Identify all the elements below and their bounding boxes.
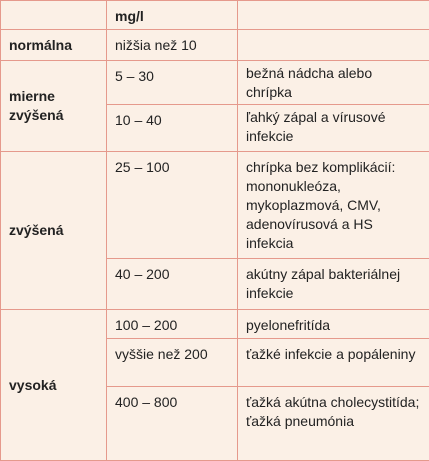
range-cell: 25 – 100 [107,152,238,259]
level-cell: mierne zvýšená [1,61,107,152]
header-cell-level [1,1,107,30]
note-cell: chrípka bez komplikácií: mononukleóza, mykoplazmová, CMV, adenovírusová a HS infekcia [238,152,429,259]
range-cell: 400 – 800 [107,387,238,461]
note-cell: ľahký zápal a vírusové infekcie [238,105,429,152]
note-cell [238,30,429,61]
table-row [1,152,429,259]
level-cell: zvýšená [1,152,107,310]
note-cell: akútny zápal bakteriálnej infekcie [238,259,429,310]
note-cell: ťažká akútna cholecystitída; ťažká pneumónia [238,387,429,461]
note-cell: bežná nádcha alebo chrípka [238,61,429,105]
table-row [1,61,429,105]
table-row [1,30,429,61]
header-cell-unit: mg/l [107,1,238,30]
range-cell: nižšia než 10 [107,30,238,61]
range-cell: 10 – 40 [107,105,238,152]
table-row [1,310,429,339]
range-cell: 5 – 30 [107,61,238,105]
level-cell: vysoká [1,310,107,461]
range-cell: 100 – 200 [107,310,238,339]
level-cell: normálna [1,30,107,61]
header-row [1,1,429,30]
header-cell-note [238,1,429,30]
note-cell: ťažké infekcie a popáleniny [238,339,429,387]
note-cell: pyelonefritída [238,310,429,339]
range-cell: 40 – 200 [107,259,238,310]
range-cell: vyššie než 200 [107,339,238,387]
